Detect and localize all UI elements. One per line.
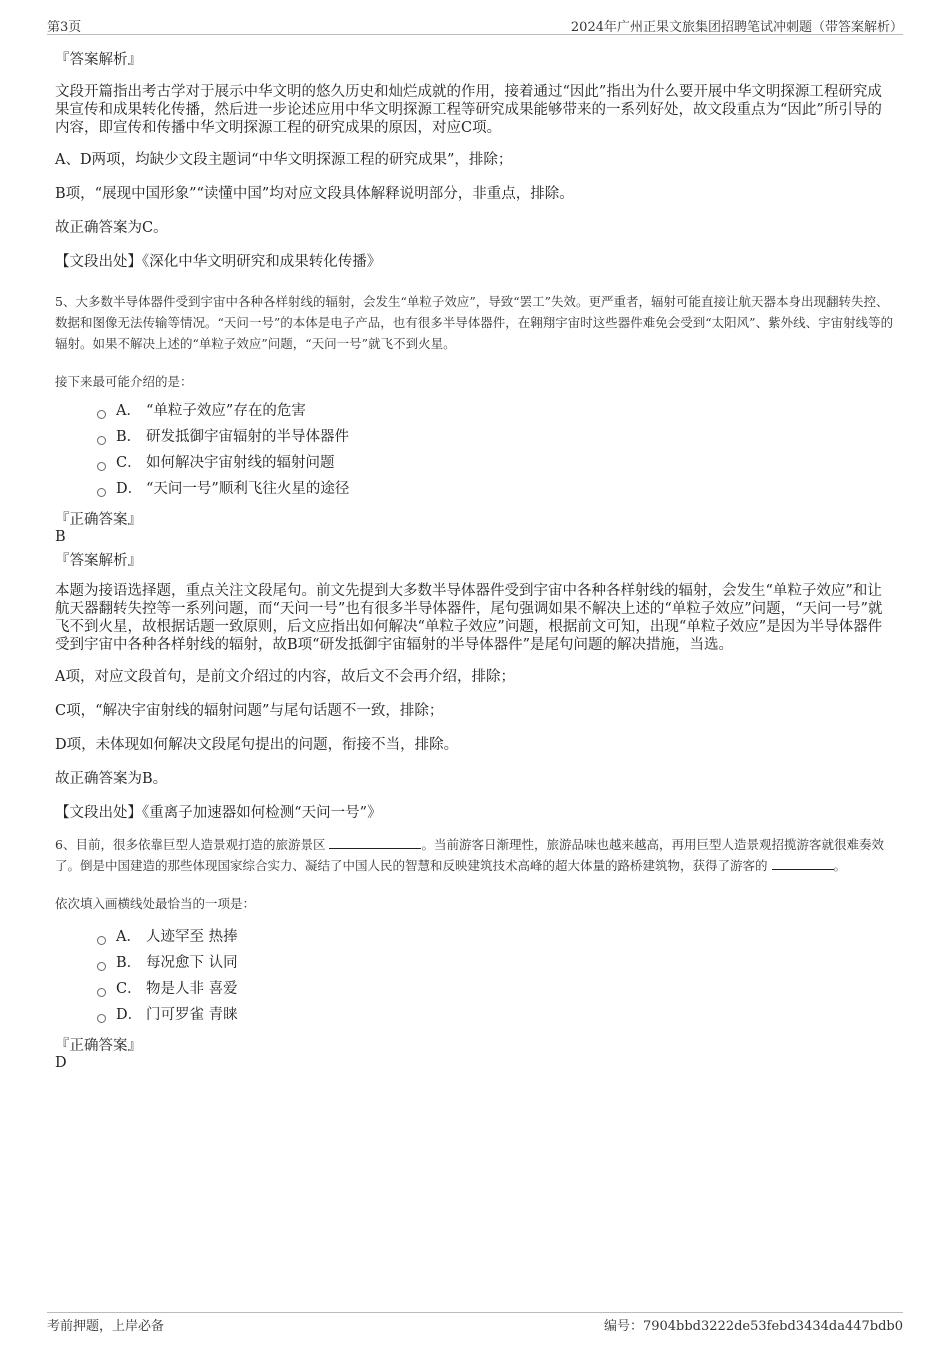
q4-analysis: 文段开篇指出考古学对于展示中华文明的悠久历史和灿烂成就的作用，接着通过“因此”指出为什么要开展中华文明探源工程研究成果宣传和成果转化传播，然后进一步论述应用中华文明探源工程等研究成果能够带来的一系列好处，故文段重点为“因此”所引导的内容，即宣传和传播中华文明探源工程的研究成果的原因，对应C项。	[55, 84, 882, 136]
option-text: 人迹罕至 热捧	[146, 929, 238, 945]
radio-icon[interactable]	[97, 436, 106, 445]
q5-option-c[interactable]	[97, 450, 895, 476]
q5-option-b[interactable]	[97, 424, 895, 450]
q5-answer-label: 『正确答案』	[55, 512, 142, 528]
radio-icon[interactable]	[97, 462, 106, 471]
footer-slogan: 考前押题，上岸必备	[47, 1319, 165, 1334]
q6-option-b[interactable]	[97, 950, 895, 976]
page-header	[47, 14, 903, 35]
q5-conclusion: 故正确答案为B。	[55, 771, 168, 787]
q4-note-2: B项，“展现中国形象”“读懂中国”均对应文段具体解释说明部分，非重点，排除。	[55, 186, 574, 202]
option-text: 门可罗雀 青睐	[146, 1007, 238, 1023]
q6-ask: 依次填入画横线处最恰当的一项是：	[55, 896, 256, 911]
q4-source: 【文段出处】《深化中华文明研究和成果转化传播》	[55, 254, 382, 270]
q6-blank-2	[772, 857, 834, 870]
option-letter: A．	[116, 929, 141, 945]
option-text: 每况愈下 认同	[146, 955, 238, 971]
option-letter: B．	[116, 429, 142, 445]
option-text: 物是人非 喜爱	[146, 981, 238, 997]
radio-icon[interactable]	[97, 936, 106, 945]
q5-option-d[interactable]	[97, 476, 895, 502]
q5-ask: 接下来最可能介绍的是：	[55, 374, 193, 389]
q6-question-part-2: 。当前游客日渐理性，旅游品味也越来越高，再用巨型人造景观招揽游客就很难奏效了。倒是中国建造的那些体现国家综合实力、凝结了中国人民的智慧和反映建筑技术高峰的超大体量的路桥建筑物，获得了游客的	[55, 837, 884, 873]
q5-question: 5、大多数半导体器件受到宇宙中各种各样射线的辐射，会发生“单粒子效应”，导致“罢工”失效。更严重者，辐射可能直接让航天器本身出现翻转失控、数据和图像无法传输等情况。“天问一号”的本体是电子产品，也有很多半导体器件，在翱翔宇宙时这些器件难免会受到“太阳风”、紫外线、宇宙射线等的辐射。如果不解决上述的“单粒子效应”问题，“天问一号”就飞不到火星。	[55, 294, 894, 351]
radio-icon[interactable]	[97, 988, 106, 997]
page-footer	[47, 1312, 903, 1334]
q6-option-d[interactable]	[97, 1002, 895, 1028]
q4-analysis-label: 『答案解析』	[55, 52, 142, 68]
option-text: “天问一号”顺利飞往火星的途径	[146, 481, 350, 497]
q4-conclusion: 故正确答案为C。	[55, 220, 168, 236]
document-id: 编号：7904bbd3222de53febd3434da447bdb0	[603, 1319, 903, 1334]
q6-option-c[interactable]	[97, 976, 895, 1002]
q5-note-2: C项，“解决宇宙射线的辐射问题”与尾句话题不一致，排除；	[55, 703, 444, 719]
q4-note-1: A、D两项，均缺少文段主题词“中华文明探源工程的研究成果”，排除；	[55, 152, 513, 168]
option-letter: C．	[116, 455, 142, 471]
q6-options	[97, 924, 895, 1028]
q5-option-a[interactable]	[97, 398, 895, 424]
option-text: 如何解决宇宙射线的辐射问题	[146, 455, 335, 471]
option-letter: C．	[116, 981, 142, 997]
radio-icon[interactable]	[97, 962, 106, 971]
q5-answer: B	[55, 529, 66, 545]
option-text: “单粒子效应”存在的危害	[146, 403, 306, 419]
q5-options	[97, 398, 895, 502]
option-text: 研发抵御宇宙辐射的半导体器件	[146, 429, 349, 445]
q5-analysis-label: 『答案解析』	[55, 553, 142, 569]
q6-option-a[interactable]	[97, 924, 895, 950]
q5-note-3: D项，未体现如何解决文段尾句提出的问题，衔接不当，排除。	[55, 737, 459, 753]
q6-answer: D	[55, 1055, 67, 1071]
q6-question-part-1: 6、目前，很多依靠巨型人造景观打造的旅游景区	[55, 837, 326, 852]
radio-icon[interactable]	[97, 410, 106, 419]
radio-icon[interactable]	[97, 1014, 106, 1023]
q5-source: 【文段出处】《重离子加速器如何检测“天问一号”》	[55, 805, 382, 821]
option-letter: A．	[116, 403, 141, 419]
page-number: 第3页	[47, 20, 82, 35]
q6-question-part-3: 。	[833, 858, 847, 873]
document-title: 2024年广州正果文旅集团招聘笔试冲刺题（带答案解析）	[570, 20, 903, 35]
option-letter: B．	[116, 955, 142, 971]
q5-analysis: 本题为接语选择题，重点关注文段尾句。前文先提到大多数半导体器件受到宇宙中各种各样射线的辐射，会发生“单粒子效应”和让航天器翻转失控等一系列问题，而“天问一号”也有很多半导体器件，尾句强调如果不解决上述的“单粒子效应”问题，“天问一号”就飞不到火星，故根据话题一致原则，后文应指出如何解决“单粒子效应”问题，根据前文可知，出现“单粒子效应”是因为半导体器件受到宇宙中各种各样射线的辐射，故B项“研发抵御宇宙辐射的半导体器件”是尾句问题的解决措施，当选。	[55, 583, 883, 653]
radio-icon[interactable]	[97, 488, 106, 497]
option-letter: D．	[116, 1007, 143, 1023]
q6-blank-1	[329, 836, 421, 849]
q5-note-1: A项，对应文段首句，是前文介绍过的内容，故后文不会再介绍，排除；	[55, 669, 515, 685]
page-content	[55, 44, 895, 1071]
q6-answer-label: 『正确答案』	[55, 1038, 142, 1054]
q6-question	[55, 834, 895, 876]
option-letter: D．	[116, 481, 143, 497]
